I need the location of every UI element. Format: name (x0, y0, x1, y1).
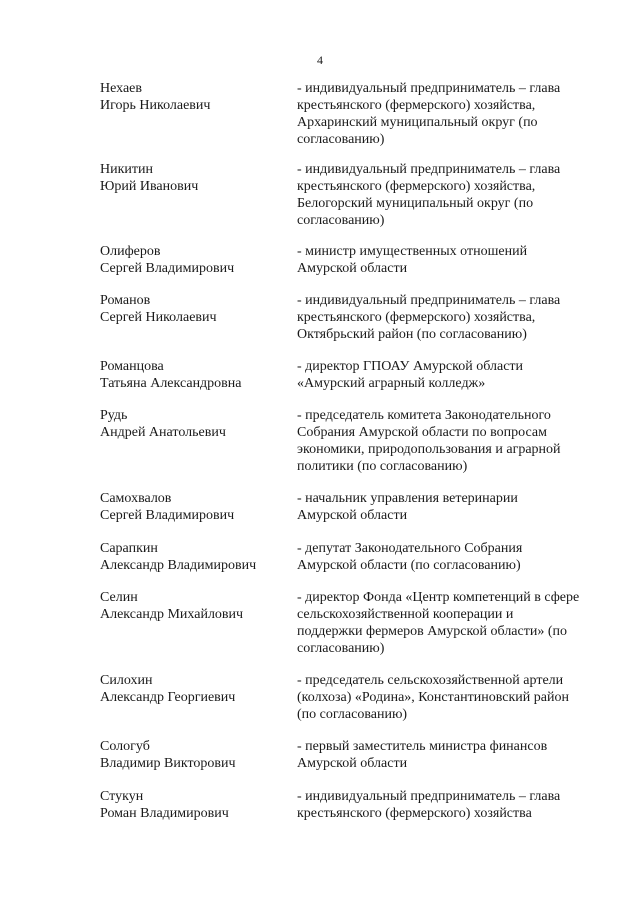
member-given-names: Сергей Владимирович (100, 508, 235, 523)
position-line: (по согласованию) (297, 707, 408, 722)
member-position (297, 243, 597, 277)
position-line: - директор Фонда «Центр компетенций в сфере (297, 590, 580, 605)
member-name (100, 788, 286, 822)
position-line: - первый заместитель министра финансов (297, 739, 548, 754)
position-line: Белогорский муниципальный округ (по (297, 196, 534, 211)
member-given-names: Сергей Владимирович (100, 261, 235, 276)
position-line: Собрания Амурской области по вопросам (297, 425, 547, 440)
position-line: - индивидуальный предприниматель – глава (297, 789, 561, 804)
member-surname: Селин (100, 590, 138, 605)
position-line: крестьянского (фермерского) хозяйства, (297, 310, 536, 325)
position-line: - директор ГПОАУ Амурской области (297, 359, 524, 374)
position-line: крестьянского (фермерского) хозяйства, (297, 179, 536, 194)
position-line: политики (по согласованию) (297, 459, 468, 474)
member-name (100, 80, 286, 114)
member-position (297, 490, 597, 524)
member-name (100, 407, 286, 441)
member-position (297, 161, 597, 229)
position-line: согласованию) (297, 132, 385, 147)
member-position (297, 292, 597, 343)
position-line: - министр имущественных отношений (297, 244, 528, 259)
member-name (100, 540, 286, 574)
member-surname: Никитин (100, 162, 153, 177)
position-line: Амурской области (по согласованию) (297, 558, 521, 573)
position-line: согласованию) (297, 213, 385, 228)
member-given-names: Андрей Анатольевич (100, 425, 226, 440)
member-name (100, 161, 286, 195)
position-line: Архаринский муниципальный округ (по (297, 115, 538, 130)
position-line: - индивидуальный предприниматель – глава (297, 162, 561, 177)
position-line: (колхоза) «Родина», Константиновский район (297, 690, 569, 705)
member-position (297, 672, 597, 723)
member-position (297, 589, 597, 657)
position-line: - председатель комитета Законодательного (297, 408, 551, 423)
member-surname: Нехаев (100, 81, 142, 96)
member-position (297, 788, 597, 822)
member-given-names: Сергей Николаевич (100, 310, 217, 325)
member-name (100, 490, 286, 524)
member-given-names: Татьяна Александровна (100, 376, 242, 391)
position-line: Октябрьский район (по согласованию) (297, 327, 527, 342)
position-line: - начальник управления ветеринарии (297, 491, 518, 506)
member-given-names: Игорь Николаевич (100, 98, 211, 113)
member-name (100, 672, 286, 706)
member-surname: Сологуб (100, 739, 150, 754)
position-line: - индивидуальный предприниматель – глава (297, 293, 561, 308)
member-name (100, 738, 286, 772)
member-name (100, 243, 286, 277)
position-line: крестьянского (фермерского) хозяйства, (297, 98, 536, 113)
position-line: - председатель сельскохозяйственной артели (297, 673, 564, 688)
position-line: сельскохозяйственной кооперации и (297, 607, 514, 622)
member-position (297, 80, 597, 148)
member-given-names: Роман Владимирович (100, 806, 229, 821)
position-line: экономики, природопользования и аграрной (297, 442, 561, 457)
member-name (100, 358, 286, 392)
member-surname: Силохин (100, 673, 153, 688)
member-surname: Рудь (100, 408, 128, 423)
member-surname: Романцова (100, 359, 164, 374)
position-line: «Амурский аграрный колледж» (297, 376, 486, 391)
position-line: Амурской области (297, 756, 408, 771)
member-given-names: Юрий Иванович (100, 179, 199, 194)
member-position (297, 738, 597, 772)
member-surname: Романов (100, 293, 151, 308)
member-surname: Сарапкин (100, 541, 158, 556)
member-position (297, 540, 597, 574)
position-line: крестьянского (фермерского) хозяйства (297, 806, 532, 821)
member-given-names: Владимир Викторович (100, 756, 236, 771)
member-given-names: Александр Михайлович (100, 607, 244, 622)
member-position (297, 407, 597, 475)
position-line: - депутат Законодательного Собрания (297, 541, 523, 556)
member-name (100, 589, 286, 623)
member-surname: Самохвалов (100, 491, 172, 506)
position-line: Амурской области (297, 261, 408, 276)
member-surname: Стукун (100, 789, 144, 804)
member-position (297, 358, 597, 392)
member-given-names: Александр Георгиевич (100, 690, 236, 705)
position-line: - индивидуальный предприниматель – глава (297, 81, 561, 96)
position-line: согласованию) (297, 641, 385, 656)
member-surname: Олиферов (100, 244, 161, 259)
member-given-names: Александр Владимирович (100, 558, 257, 573)
member-name (100, 292, 286, 326)
position-line: Амурской области (297, 508, 408, 523)
page-number: 4 (317, 53, 323, 67)
position-line: поддержки фермеров Амурской области» (по (297, 624, 567, 639)
